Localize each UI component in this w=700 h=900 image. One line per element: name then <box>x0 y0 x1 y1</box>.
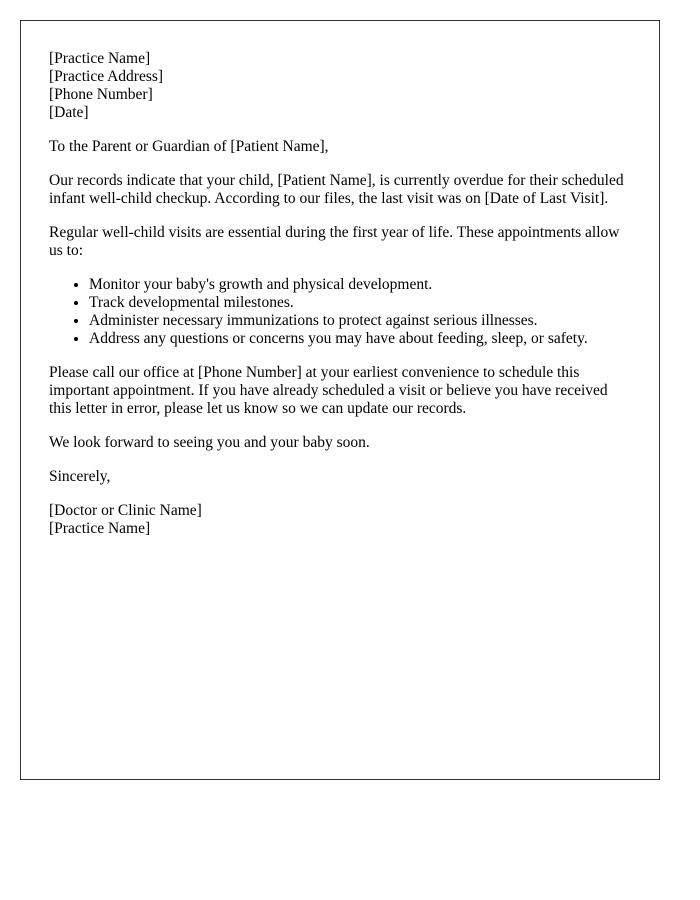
list-item: • Administer necessary immunizations to protect against serious illnesses. <box>89 312 631 330</box>
list-item: • Monitor your baby's growth and physical development. <box>89 276 631 294</box>
sender-practice-name: [Practice Name] <box>49 50 151 67</box>
body-paragraph-overdue: Our records indicate that your child, [Patient Name], is currently overdue for their scheduled infant well-child checkup. According to our files, the last visit was on [Date of Last Visit]. <box>49 172 624 207</box>
signature-block <box>49 502 631 538</box>
sender-practice-address: [Practice Address] <box>49 68 164 85</box>
body-paragraph-call-to-action: Please call our office at [Phone Number] at your earliest convenience to schedule this important appointment. If you have already scheduled a visit or believe you have received this letter in error, please let us know so we can update our records. <box>49 364 608 417</box>
list-item: • Track developmental milestones. <box>89 294 631 312</box>
list-item: • Address any questions or concerns you may have about feeding, sleep, or safety. <box>89 330 631 348</box>
body-paragraph-importance: Regular well-child visits are essential during the first year of life. These appointments allow us to: <box>49 224 620 259</box>
visit-benefits-list <box>49 276 631 348</box>
signature-practice: [Practice Name] <box>49 520 151 537</box>
body-paragraph-closing: We look forward to seeing you and your baby soon. <box>49 434 370 451</box>
sender-phone-number: [Phone Number] <box>49 86 153 103</box>
sign-off: Sincerely, <box>49 468 111 485</box>
signature-name: [Doctor or Clinic Name] <box>49 502 202 519</box>
sender-block <box>49 50 631 122</box>
letter-page <box>20 20 660 780</box>
salutation: To the Parent or Guardian of [Patient Name], <box>49 138 329 155</box>
letter-date: [Date] <box>49 104 89 121</box>
